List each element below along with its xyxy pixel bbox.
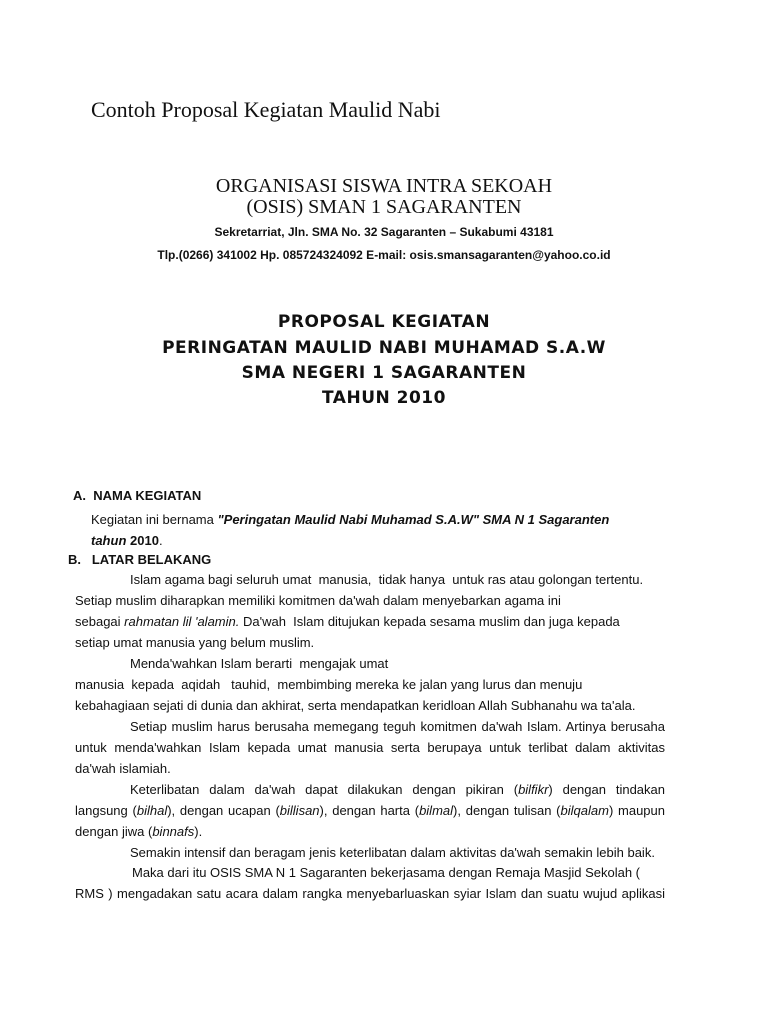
text-run: Setiap muslim diharapkan memiliki komitmen da'wah dalam menyebarkan agama ini xyxy=(75,593,561,608)
text-run: ) dengan tindakan xyxy=(548,782,665,797)
proposal-year: TAHUN 2010 xyxy=(322,388,446,408)
text-run: 2010 xyxy=(126,533,159,548)
text-run: billisan xyxy=(279,803,320,818)
text-run: . xyxy=(158,533,163,548)
text-run: manusia kepada aqidah tauhid, membimbing mereka ke jalan yang lurus dan menuju xyxy=(75,677,583,692)
body-line xyxy=(130,844,655,862)
body-line xyxy=(130,571,643,589)
body-line xyxy=(75,760,171,778)
org-school: (OSIS) SMAN 1 SAGARANTEN xyxy=(246,196,522,218)
text-run: kebahagiaan sejati di dunia dan akhirat, serta mendapatkan keridloan Allah Subhanahu wa ta'ala. xyxy=(75,698,636,713)
body-line xyxy=(91,532,163,550)
body-line xyxy=(75,676,582,694)
text-run: Setiap muslim harus berusaha memegang teguh komitmen da'wah Islam. Artinya berusaha xyxy=(130,719,665,734)
body-line xyxy=(75,739,665,757)
text-run: Kegiatan ini bernama xyxy=(91,512,218,527)
text-run: tahun xyxy=(91,533,127,548)
text-run: bilfikr xyxy=(518,782,549,797)
text-run: binnafs xyxy=(152,824,195,839)
text-run: bilqalam xyxy=(560,803,609,818)
org-name: ORGANISASI SISWA INTRA SEKOAH xyxy=(215,175,553,197)
text-run: Maka dari itu OSIS SMA N 1 Sagaranten bekerjasama dengan Remaja Masjid Sekolah ( xyxy=(132,865,640,880)
text-run: Da'wah Islam ditujukan kepada sesama muslim dan juga kepada xyxy=(239,614,620,629)
section-heading xyxy=(73,487,201,505)
body-line xyxy=(75,592,561,610)
text-run: untuk menda'wahkan Islam kepada umat manusia serta berupaya untuk terlibat dalam aktivitas xyxy=(75,740,665,755)
text-run: B. LATAR BELAKANG xyxy=(68,552,212,567)
text-run: "Peringatan Maulid Nabi Muhamad S.A.W" SMA N 1 Sagaranten xyxy=(217,512,610,527)
text-run: Islam agama bagi seluruh umat manusia, tidak hanya untuk ras atau golongan tertentu. xyxy=(130,572,644,587)
body-line xyxy=(75,613,620,631)
text-run: Keterlibatan dalam da'wah dapat dilakukan dengan pikiran ( xyxy=(130,782,519,797)
text-run: setiap umat manusia yang belum muslim. xyxy=(75,635,315,650)
text-run: dengan jiwa ( xyxy=(75,824,153,839)
proposal-title: PROPOSAL KEGIATAN xyxy=(277,312,491,332)
text-run: langsung ( xyxy=(75,803,137,818)
text-run: Semakin intensif dan beragam jenis keterlibatan dalam aktivitas da'wah semakin lebih baik. xyxy=(130,845,655,860)
org-address: Sekretarriat, Jln. SMA No. 32 Sagaranten – Sukabumi 43181 xyxy=(214,225,554,239)
body-line xyxy=(130,718,665,736)
body-line xyxy=(75,802,665,820)
body-line xyxy=(91,511,609,529)
body-line xyxy=(130,781,665,799)
text-run: A. NAMA KEGIATAN xyxy=(73,488,202,503)
body-line xyxy=(75,885,665,903)
text-run: da'wah islamiah. xyxy=(75,761,171,776)
text-run: ) maupun xyxy=(608,803,665,818)
text-run: RMS ) mengadakan satu acara dalam rangka menyebarluaskan syiar Islam dan suatu wujud aplikasi xyxy=(75,886,665,901)
body-line xyxy=(75,823,202,841)
text-run: ). xyxy=(194,824,203,839)
text-run: bilhal xyxy=(136,803,168,818)
body-line xyxy=(75,697,635,715)
text-run: rahmatan lil 'alamin. xyxy=(124,614,240,629)
org-contact: Tlp.(0266) 341002 Hp. 085724324092 E-mail: osis.smansagaranten@yahoo.co.id xyxy=(157,248,611,262)
text-run: bilmal xyxy=(419,803,454,818)
proposal-event: PERINGATAN MAULID NABI MUHAMAD S.A.W xyxy=(162,338,606,358)
body-line xyxy=(132,864,640,882)
body-line xyxy=(75,634,314,652)
text-run: ), dengan ucapan ( xyxy=(167,803,280,818)
text-run: sebagai xyxy=(75,614,125,629)
text-run: ), dengan tulisan ( xyxy=(453,803,561,818)
section-heading xyxy=(68,551,211,569)
text-run: ), dengan harta ( xyxy=(319,803,420,818)
text-run: Menda'wahkan Islam berarti mengajak umat xyxy=(130,656,389,671)
proposal-school: SMA NEGERI 1 SAGARANTEN xyxy=(241,363,527,383)
document-title: Contoh Proposal Kegiatan Maulid Nabi xyxy=(91,97,441,122)
body-line xyxy=(130,655,388,673)
